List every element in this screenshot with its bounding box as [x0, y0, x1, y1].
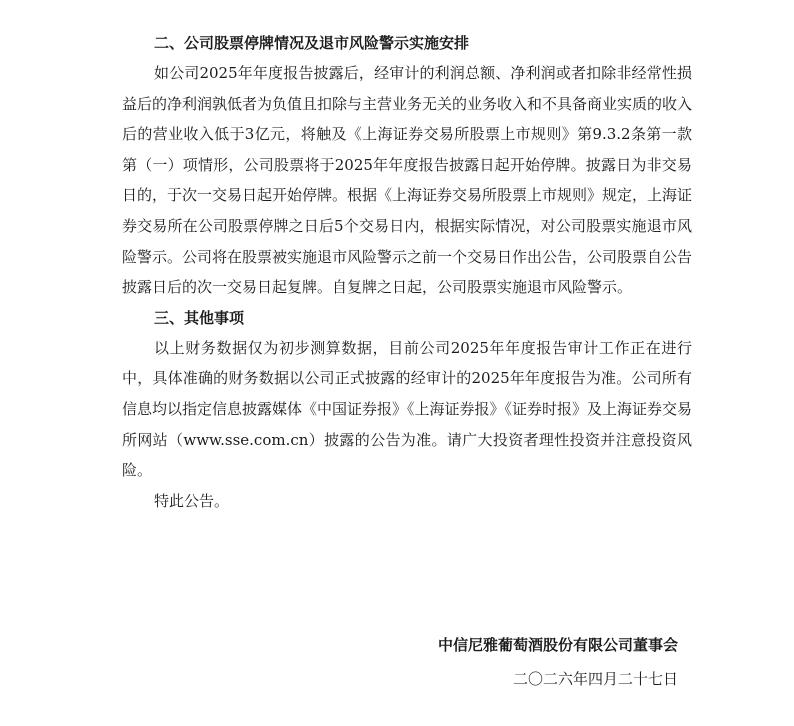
- section-heading-suspension: 二、公司股票停牌情况及退市风险警示实施安排: [154, 34, 470, 52]
- document-body: [122, 28, 692, 516]
- signature-date: 二〇二六年四月二十七日: [512, 670, 678, 688]
- signature-company: 中信尼雅葡萄酒股份有限公司董事会: [437, 636, 678, 654]
- closing-statement: 特此公告。: [154, 491, 230, 510]
- section-heading-other-matters: 三、其他事项: [154, 308, 245, 327]
- section-paragraph-suspension: 如公司2025年年度报告披露后，经审计的利润总额、净利润或者扣除非经常性损益后的净利润孰低者为负值且扣除与主营业务无关的业务收入和不具备商业实质的收入后的营业收入低于3亿元，将触及《上海证券交易所股票上市规则》第9.3.2条第一款第（一）项情形，公司股票将于2025年年度报告披露日起开始停牌。披露日为非交易日的，于次一交易日起开始停牌。根据《上海证券交易所股票上市规则》规定，上海证券交易所在公司股票停牌之日后5个交易日内，根据实际情况，对公司股票实施退市风险警示。公司将在股票被实施退市风险警示之前一个交易日作出公告，公司股票自公告披露日后的次一交易日起复牌。自复牌之日起，公司股票实施退市风险警示。: [122, 64, 693, 297]
- section-paragraph-other-matters: 以上财务数据仅为初步测算数据，目前公司2025年年度报告审计工作正在进行中，具体准确的财务数据以公司正式披露的经审计的2025年年度报告为准。公司所有信息均以指定信息披露媒体《中国证券报》《上海证券报》《证券时报》及上海证券交易所网站（www.sse.com.cn）披露的公告为准。请广大投资者理性投资并注意投资风险。: [122, 338, 693, 480]
